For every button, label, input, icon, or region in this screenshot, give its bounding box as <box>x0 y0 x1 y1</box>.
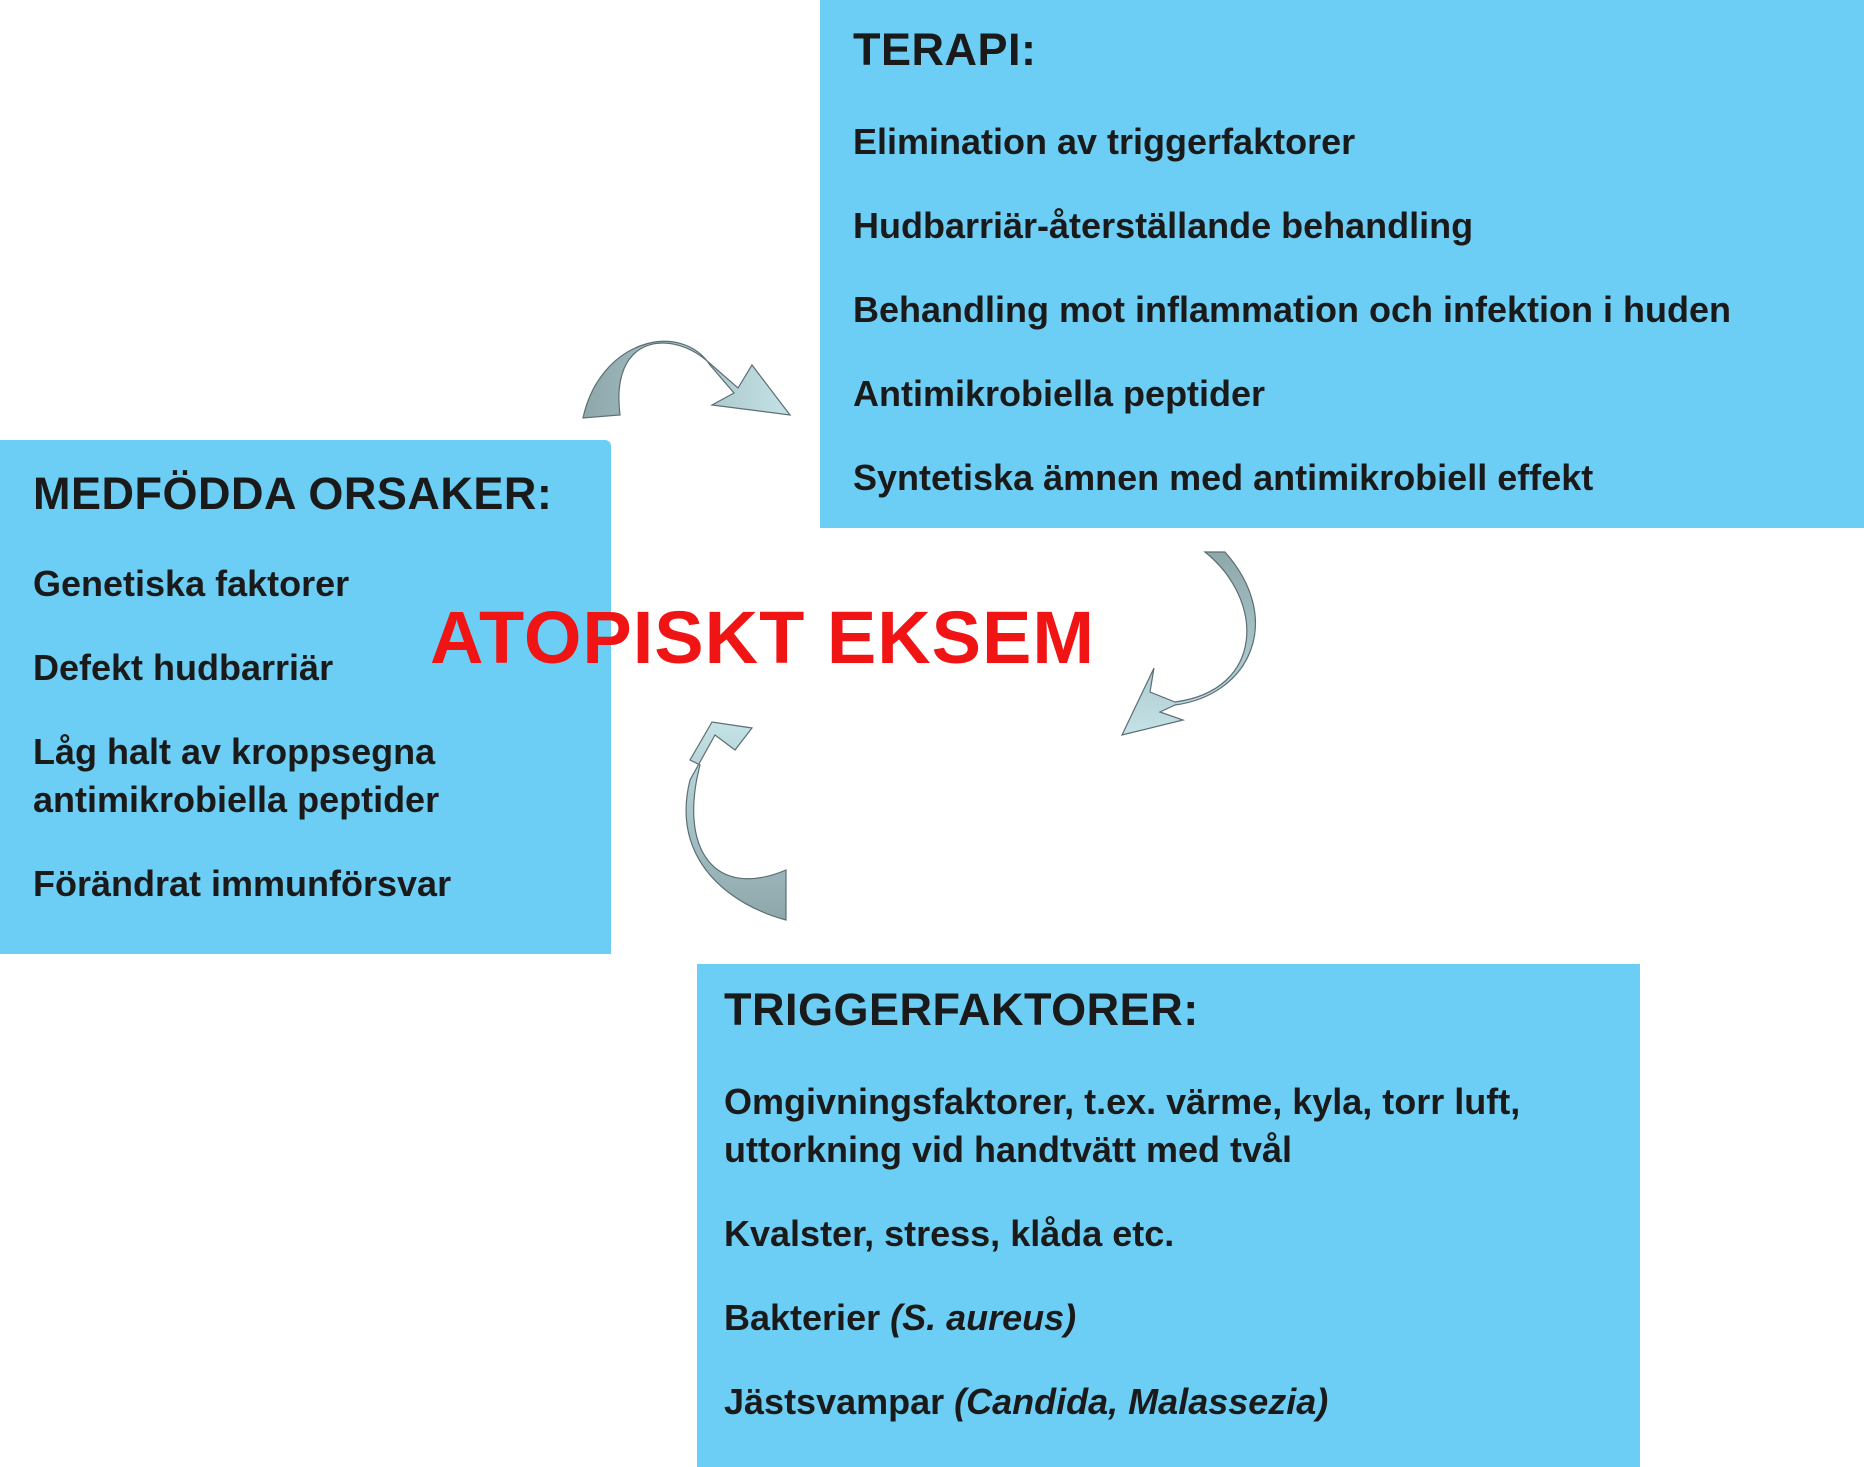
list-item: Behandling mot inflammation och infektion i huden <box>853 289 1731 330</box>
trigger-list <box>724 1078 1640 1426</box>
medfodda-heading: MEDFÖDDA ORSAKER: <box>33 468 553 519</box>
terapi-heading: TERAPI: <box>853 24 1037 75</box>
arrow-trigger-to-medfodda <box>686 722 786 920</box>
list-item <box>724 1078 1624 1174</box>
list-item: Antimikrobiella peptider <box>853 373 1266 414</box>
list-item <box>724 1378 1640 1426</box>
terapi-box <box>820 0 1864 528</box>
medfodda-box <box>0 440 611 954</box>
arrow-medfodda-to-terapi <box>583 341 790 418</box>
trigger-heading: TRIGGERFAKTORER: <box>724 984 1199 1035</box>
trigger-box <box>697 964 1640 1467</box>
list-item: Genetiska faktorer <box>33 563 350 604</box>
list-item-italic: (Candida, Malassezia) <box>954 1381 1329 1422</box>
list-item: Hudbarriär-återställande behandling <box>853 205 1474 246</box>
list-item-italic: (S. aureus) <box>890 1297 1077 1338</box>
arrow-terapi-to-trigger <box>1122 552 1255 735</box>
list-item: Defekt hudbarriär <box>33 647 334 688</box>
list-item: Förändrat immunförsvar <box>33 863 452 904</box>
list-item-text: Kvalster, stress, klåda etc. <box>724 1213 1175 1254</box>
list-item <box>724 1294 1640 1342</box>
list-item: Elimination av triggerfaktorer <box>853 121 1356 162</box>
list-item: Syntetiska ämnen med antimikrobiell effekt <box>853 457 1594 498</box>
center-title: ATOPISKT EKSEM <box>430 596 1096 679</box>
list-item <box>724 1210 1640 1258</box>
list-item-text: Bakterier <box>724 1297 881 1338</box>
terapi-list <box>853 118 1864 502</box>
list-item-text: Omgivningsfaktorer, t.ex. värme, kyla, torr luft, uttorkning vid handtvätt med tvål <box>724 1081 1521 1170</box>
list-item: Låg halt av kroppsegna antimikrobiella peptider <box>33 731 440 820</box>
list-item-text: Jästsvampar <box>724 1381 945 1422</box>
